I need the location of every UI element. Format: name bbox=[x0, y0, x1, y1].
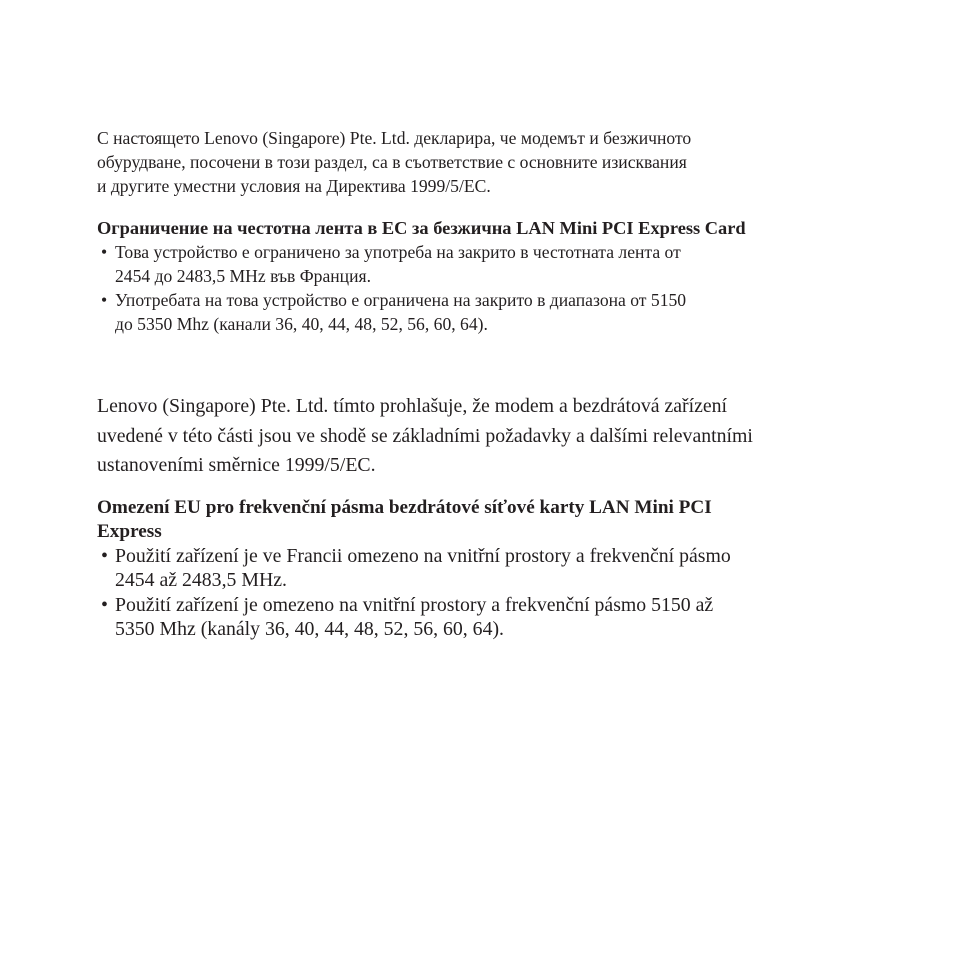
list-item-line: 2454 až 2483,5 MHz. bbox=[115, 569, 287, 591]
declaration-line: uvedené v této části jsou ve shodě se základními požadavky a dalšími relevantními bbox=[97, 424, 753, 447]
czech-bullet-list bbox=[97, 544, 877, 642]
bulgarian-bullet-list bbox=[97, 240, 877, 336]
bulgarian-section bbox=[97, 126, 877, 336]
bullet-icon: • bbox=[101, 290, 108, 310]
bullet-icon: • bbox=[101, 593, 108, 616]
list-item-line: Това устройство е ограничено за употреба на закрито в честотната лента от bbox=[115, 242, 681, 262]
declaration-line: и другите уместни условия на Директива 1999/5/EC. bbox=[97, 176, 491, 196]
list-item-line: 5350 Mhz (kanály 36, 40, 44, 48, 52, 56, 60, 64). bbox=[115, 618, 504, 640]
list-item-text bbox=[115, 593, 877, 642]
list-item-line: Použití zařízení je omezeno na vnitřní prostory a frekvenční pásmo 5150 až bbox=[115, 593, 714, 616]
declaration-line: обурудване, посочени в този раздел, са в съответствие с основните изисквания bbox=[97, 152, 687, 172]
heading-line: Omezení EU pro frekvenční pásma bezdrátové síťové karty LAN Mini PCI bbox=[97, 496, 712, 518]
declaration-line: ustanoveními směrnice 1999/5/EC. bbox=[97, 454, 376, 476]
list-item-line: Použití zařízení je ve Francii omezeno na vnitřní prostory a frekvenční pásmo bbox=[115, 544, 731, 567]
czech-declaration bbox=[97, 392, 877, 481]
list-item bbox=[97, 544, 877, 593]
list-item bbox=[97, 593, 877, 642]
bullet-icon: • bbox=[101, 242, 108, 262]
declaration-line: Lenovo (Singapore) Pte. Ltd. tímto prohlašuje, že modem a bezdrátová zařízení bbox=[97, 395, 728, 417]
czech-section bbox=[97, 392, 877, 642]
list-item-line: Употребата на това устройство е ограничена на закрито в диапазона от 5150 bbox=[115, 290, 687, 310]
bullet-icon: • bbox=[101, 544, 108, 567]
list-item-line: 2454 до 2483,5 MHz във Франция. bbox=[115, 266, 371, 286]
list-item-text bbox=[115, 544, 877, 593]
list-item bbox=[97, 240, 877, 288]
list-item bbox=[97, 288, 877, 336]
declaration-line: С настоящето Lenovo (Singapore) Pte. Ltd. декларира, че модемът и безжичното bbox=[97, 128, 692, 148]
list-item-text bbox=[115, 240, 877, 288]
bulgarian-declaration bbox=[97, 126, 877, 198]
czech-heading bbox=[97, 496, 877, 544]
list-item-line: до 5350 Mhz (канали 36, 40, 44, 48, 52, 56, 60, 64). bbox=[115, 314, 488, 334]
heading-line: Express bbox=[97, 520, 162, 542]
list-item-text bbox=[115, 288, 877, 336]
bulgarian-heading: Ограничение на честотна лента в ЕС за безжична LAN Mini PCI Express Card bbox=[97, 218, 746, 238]
